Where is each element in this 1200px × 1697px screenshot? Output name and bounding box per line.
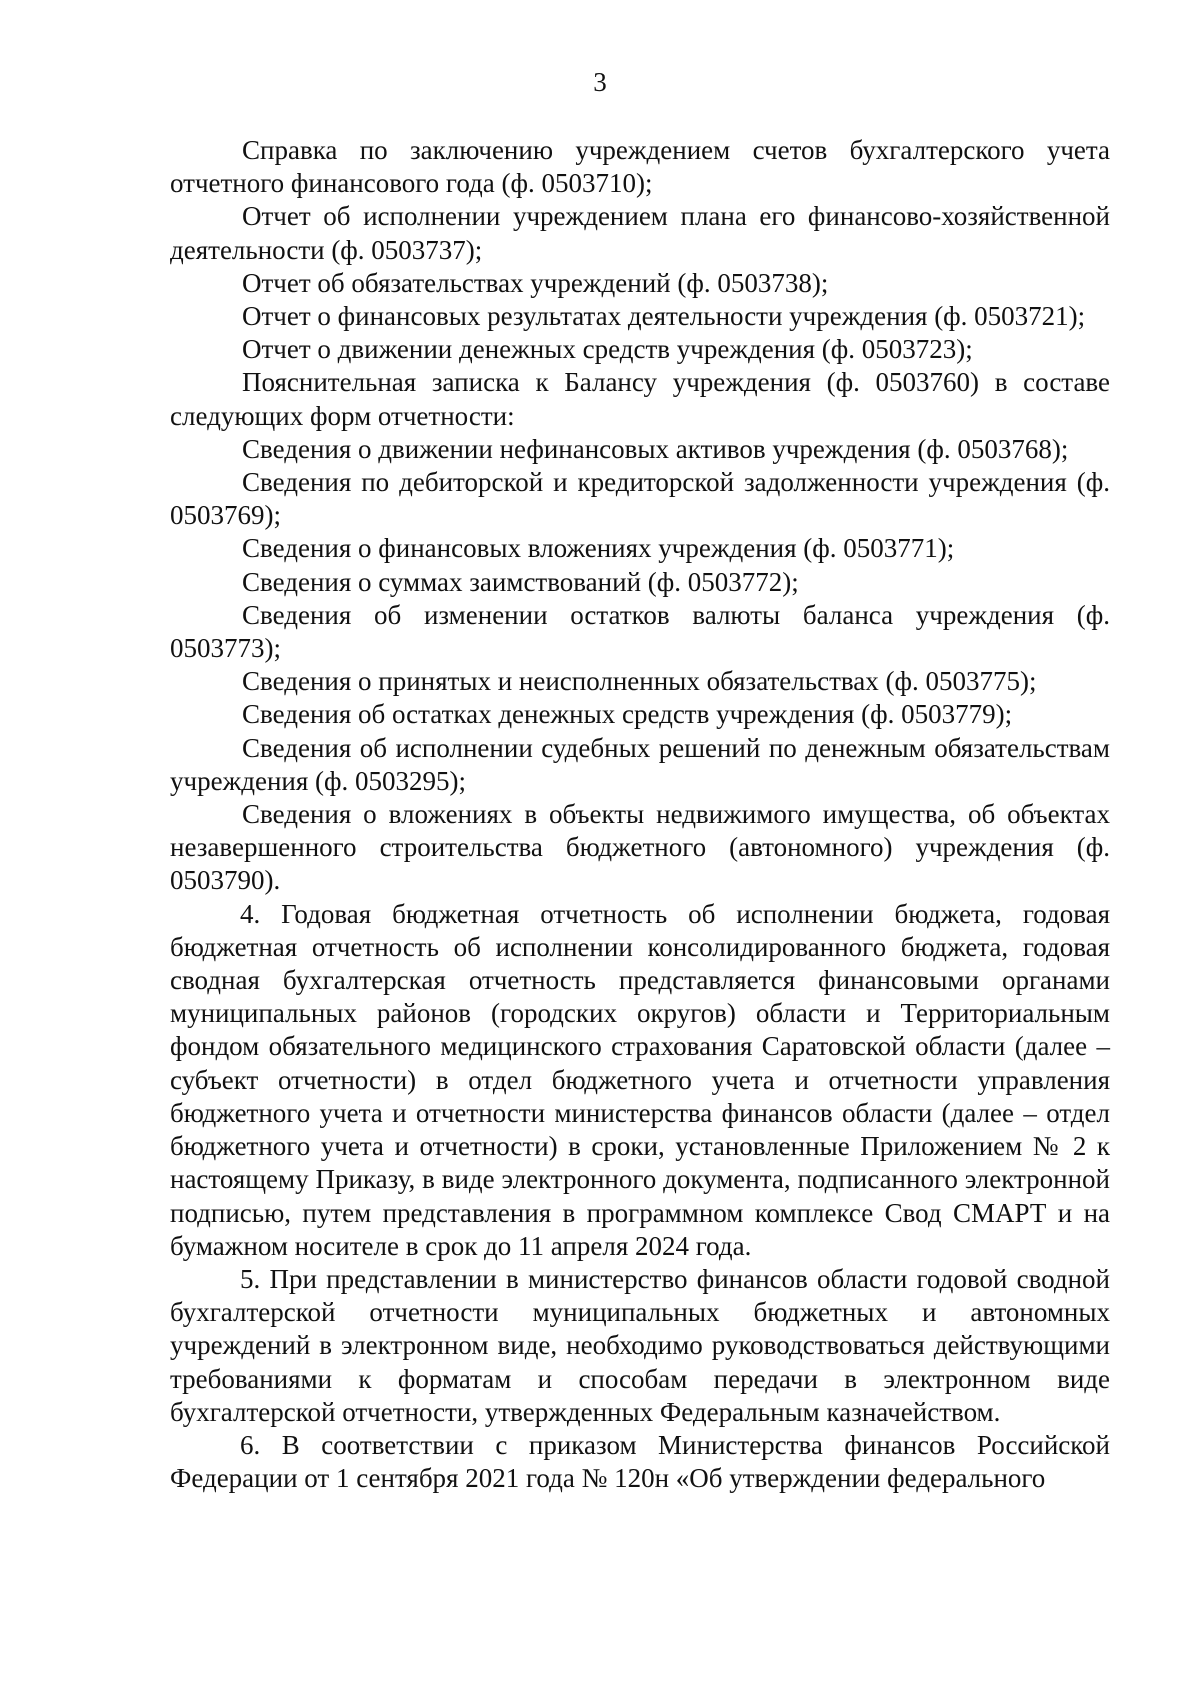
list-item: Сведения о суммах заимствований (ф. 0503772); bbox=[242, 566, 799, 597]
list-item: Сведения об изменении остатков валюты баланса учреждения (ф. 0503773); bbox=[170, 599, 1110, 664]
list-item: Сведения о финансовых вложениях учреждения (ф. 0503771); bbox=[242, 533, 955, 564]
list-item: Сведения о движении нефинансовых активов учреждения (ф. 0503768); bbox=[242, 433, 1069, 464]
page-number: 3 bbox=[593, 67, 607, 97]
section-paragraph: 6. В соответствии с приказом Министерства финансов Российской Федерации от 1 сентября 2021 года № 120н «Об утверждении федерального bbox=[170, 1429, 1110, 1494]
list-item: Отчет о движении денежных средств учреждения (ф. 0503723); bbox=[242, 334, 973, 365]
list-item: Отчет об исполнении учреждением плана его финансово-хозяйственной деятельности (ф. 0503737); bbox=[170, 201, 1110, 265]
list-item: Справка по заключению учреждением счетов бухгалтерского учета отчетного финансового года (ф. 0503710); bbox=[170, 135, 1110, 199]
list-item: Сведения о вложениях в объекты недвижимого имущества, об объектах незавершенного строительства бюджетного (автономного) учреждения (ф. 0503790). bbox=[170, 799, 1110, 896]
document-body bbox=[170, 134, 1110, 1495]
list-item: Сведения по дебиторской и кредиторской задолженности учреждения (ф. 0503769); bbox=[170, 467, 1110, 531]
list-item: Отчет об обязательствах учреждений (ф. 0503738); bbox=[242, 267, 829, 298]
list-item: Сведения об исполнении судебных решений по денежным обязательствам учреждения (ф. 0503295); bbox=[170, 732, 1110, 796]
list-item: Пояснительная записка к Балансу учреждения (ф. 0503760) в составе следующих форм отчетности: bbox=[170, 367, 1110, 431]
list-item: Отчет о финансовых результатах деятельности учреждения (ф. 0503721); bbox=[242, 301, 1086, 332]
section-paragraph: 4. Годовая бюджетная отчетность об исполнении бюджета, годовая бюджетная отчетность об исполнении консолидированного бюджета, годовая сводная бухгалтерская отчетность представляется финансовыми органами муниципальных районов (городских округов) области и Территориальным фондом обязательного медицинского страхования Саратовской области (далее – субъект отчетности) в отдел бюджетного учета и отчетности управления бюджетного учета и отчетности министерства финансов области (далее – отдел бюджетного учета и отчетности) в сроки, установленные Приложением № 2 к настоящему Приказу, в виде электронного документа, подписанного электронной подписью, путем представления в программном комплексе Свод СМАРТ и на бумажном носителе в срок до 11 апреля 2024 года. bbox=[170, 898, 1110, 1261]
section-paragraph: 5. При представлении в министерство финансов области годовой сводной бухгалтерской отчетности муниципальных бюджетных и автономных учреждений в электронном виде, необходимо руководствоваться действующими требованиями к форматам и способам передачи в электронном виде бухгалтерской отчетности, утвержденных Федеральным казначейством. bbox=[170, 1263, 1110, 1427]
list-item: Сведения о принятых и неисполненных обязательствах (ф. 0503775); bbox=[242, 666, 1037, 697]
list-item: Сведения об остатках денежных средств учреждения (ф. 0503779); bbox=[242, 699, 1013, 730]
